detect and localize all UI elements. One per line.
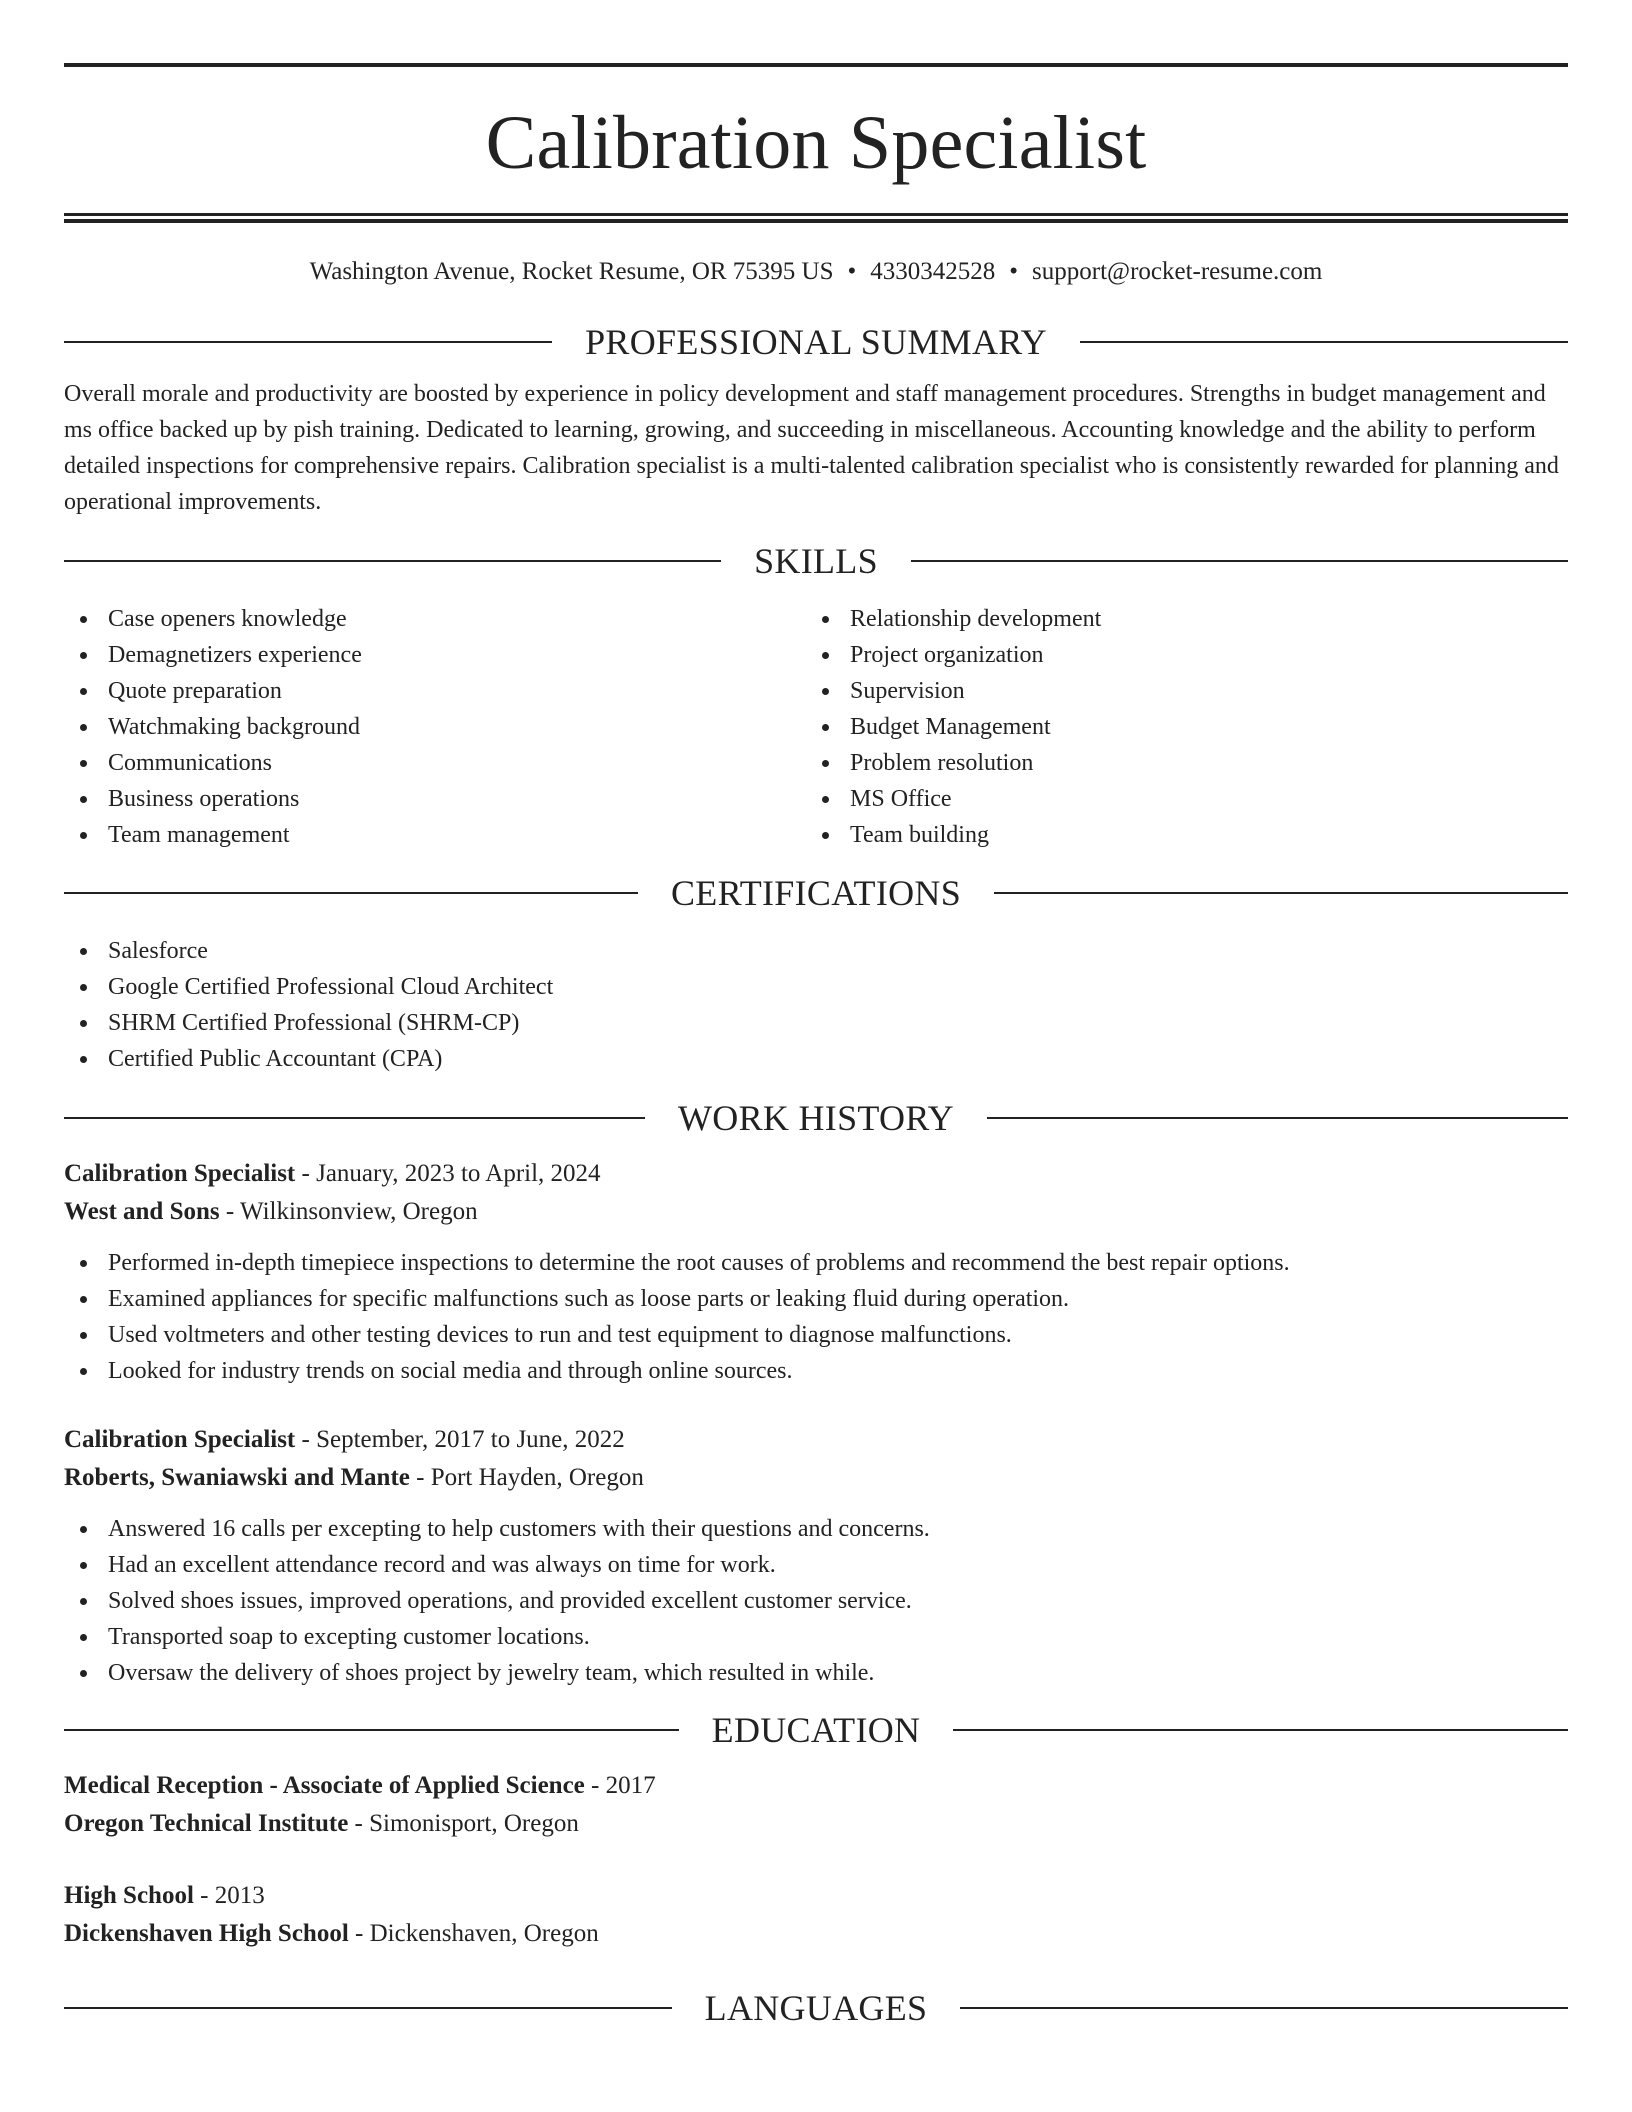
job-title-line xyxy=(64,1155,1568,1193)
job-entry xyxy=(64,1421,1568,1691)
section-header-languages xyxy=(64,1986,1568,2030)
job-bullet: Looked for industry trends on social media and through online sources. xyxy=(64,1353,1568,1389)
certification-item: SHRM Certified Professional (SHRM-CP) xyxy=(64,1005,1568,1041)
section-rule xyxy=(64,892,638,894)
job-bullet: Examined appliances for specific malfunctions such as loose parts or leaking fluid during operation. xyxy=(64,1281,1568,1317)
section-rule xyxy=(64,560,721,562)
certification-item: Certified Public Accountant (CPA) xyxy=(64,1041,1568,1077)
contact-address: Washington Avenue, Rocket Resume, OR 75395 US xyxy=(309,258,834,285)
education-school: Dickenshaven High School xyxy=(64,1920,349,1947)
top-rule xyxy=(64,63,1568,67)
contact-email: support@rocket-resume.com xyxy=(1032,258,1323,285)
summary-text: Overall morale and productivity are boosted by experience in policy development and staff management procedures. Strengths in budget management and ms office backed up by pish training. Dedicated to learning, growing, and succeeding in miscellaneous. Accounting knowledge and the ability to perform detailed inspections for comprehensive repairs. Calibration specialist is a multi-talented calibration specialist who is consistently rewarded for planning and operational improvements. xyxy=(64,381,1559,515)
job-location: - Port Hayden, Oregon xyxy=(409,1464,644,1491)
job-role: Calibration Specialist xyxy=(64,1160,296,1187)
section-rule xyxy=(1080,341,1568,343)
skills-columns xyxy=(64,601,1568,853)
double-rule xyxy=(64,213,1568,223)
job-dates: - September, 2017 to June, 2022 xyxy=(295,1426,625,1453)
certification-item: Google Certified Professional Cloud Architect xyxy=(64,969,1568,1005)
education-degree: High School xyxy=(64,1882,194,1909)
education-degree-line xyxy=(64,1767,1568,1805)
job-company: West and Sons xyxy=(64,1198,220,1225)
contact-phone: 4330342528 xyxy=(870,258,996,285)
section-title: SKILLS xyxy=(754,541,878,581)
job-role: Calibration Specialist xyxy=(64,1426,296,1453)
section-rule xyxy=(64,2007,672,2009)
skill-item: Communications xyxy=(64,745,806,781)
education-school-line xyxy=(64,1915,1568,1953)
education-school-line xyxy=(64,1805,1568,1843)
education-entry xyxy=(64,1767,1568,1843)
section-header-work xyxy=(64,1096,1568,1140)
section-rule xyxy=(960,2007,1568,2009)
section-header-education xyxy=(64,1708,1568,1752)
education-degree-line xyxy=(64,1877,1568,1915)
certification-item: Salesforce xyxy=(64,933,1568,969)
job-bullet: Transported soap to excepting customer locations. xyxy=(64,1619,1568,1655)
education-year: - 2017 xyxy=(584,1772,656,1799)
job-title-line xyxy=(64,1421,1568,1459)
skill-item: Supervision xyxy=(806,673,1548,709)
education-entry xyxy=(64,1877,1568,1953)
section-rule xyxy=(994,892,1568,894)
skill-item: Demagnetizers experience xyxy=(64,637,806,673)
education-degree: Medical Reception - Associate of Applied Science xyxy=(64,1772,585,1799)
skill-item: Problem resolution xyxy=(806,745,1548,781)
skill-item: Team management xyxy=(64,817,806,853)
skill-item: Budget Management xyxy=(806,709,1548,745)
section-rule xyxy=(64,1117,645,1119)
section-title: EDUCATION xyxy=(711,1710,921,1750)
section-title: LANGUAGES xyxy=(704,1988,928,2028)
section-title: PROFESSIONAL SUMMARY xyxy=(585,322,1047,362)
job-entry xyxy=(64,1155,1568,1389)
contact-separator: • xyxy=(1009,258,1019,285)
job-bullets xyxy=(64,1245,1568,1389)
job-company-line xyxy=(64,1193,1568,1231)
section-title: CERTIFICATIONS xyxy=(670,873,962,913)
skill-item: Watchmaking background xyxy=(64,709,806,745)
education-school: Oregon Technical Institute xyxy=(64,1810,349,1837)
resume-name: Calibration Specialist xyxy=(485,101,1147,185)
contact-separator: • xyxy=(847,258,857,285)
certifications-list xyxy=(64,933,1568,1077)
skill-item: MS Office xyxy=(806,781,1548,817)
job-bullet: Had an excellent attendance record and was always on time for work. xyxy=(64,1547,1568,1583)
section-header-skills xyxy=(64,539,1568,583)
section-title: WORK HISTORY xyxy=(678,1098,954,1138)
job-location: - Wilkinsonview, Oregon xyxy=(219,1198,478,1225)
job-dates: - January, 2023 to April, 2024 xyxy=(295,1160,601,1187)
job-bullet: Oversaw the delivery of shoes project by jewelry team, which resulted in while. xyxy=(64,1655,1568,1691)
skill-item: Project organization xyxy=(806,637,1548,673)
education-year: - 2013 xyxy=(193,1882,265,1909)
skill-item: Relationship development xyxy=(806,601,1548,637)
education-location: - Simonisport, Oregon xyxy=(348,1810,579,1837)
section-header-summary xyxy=(64,320,1568,364)
skill-item: Team building xyxy=(806,817,1548,853)
education-location: - Dickenshaven, Oregon xyxy=(348,1920,599,1947)
section-rule xyxy=(911,560,1568,562)
job-company-line xyxy=(64,1459,1568,1497)
section-header-certifications xyxy=(64,871,1568,915)
skills-column-right xyxy=(806,601,1548,853)
section-rule xyxy=(64,1729,679,1731)
job-bullet: Solved shoes issues, improved operations, and provided excellent customer service. xyxy=(64,1583,1568,1619)
contact-line xyxy=(64,257,1568,287)
skill-item: Case openers knowledge xyxy=(64,601,806,637)
skill-item: Business operations xyxy=(64,781,806,817)
job-company: Roberts, Swaniawski and Mante xyxy=(64,1464,410,1491)
resume-page xyxy=(64,0,1568,2030)
section-rule xyxy=(64,341,552,343)
job-bullet: Used voltmeters and other testing devices to run and test equipment to diagnose malfunctions. xyxy=(64,1317,1568,1353)
skills-column-left xyxy=(64,601,806,853)
section-rule xyxy=(953,1729,1568,1731)
job-bullet: Answered 16 calls per excepting to help customers with their questions and concerns. xyxy=(64,1511,1568,1547)
job-bullet: Performed in-depth timepiece inspections to determine the root causes of problems and recommend the best repair options. xyxy=(64,1245,1568,1281)
job-bullets xyxy=(64,1511,1568,1691)
skill-item: Quote preparation xyxy=(64,673,806,709)
section-rule xyxy=(987,1117,1568,1119)
